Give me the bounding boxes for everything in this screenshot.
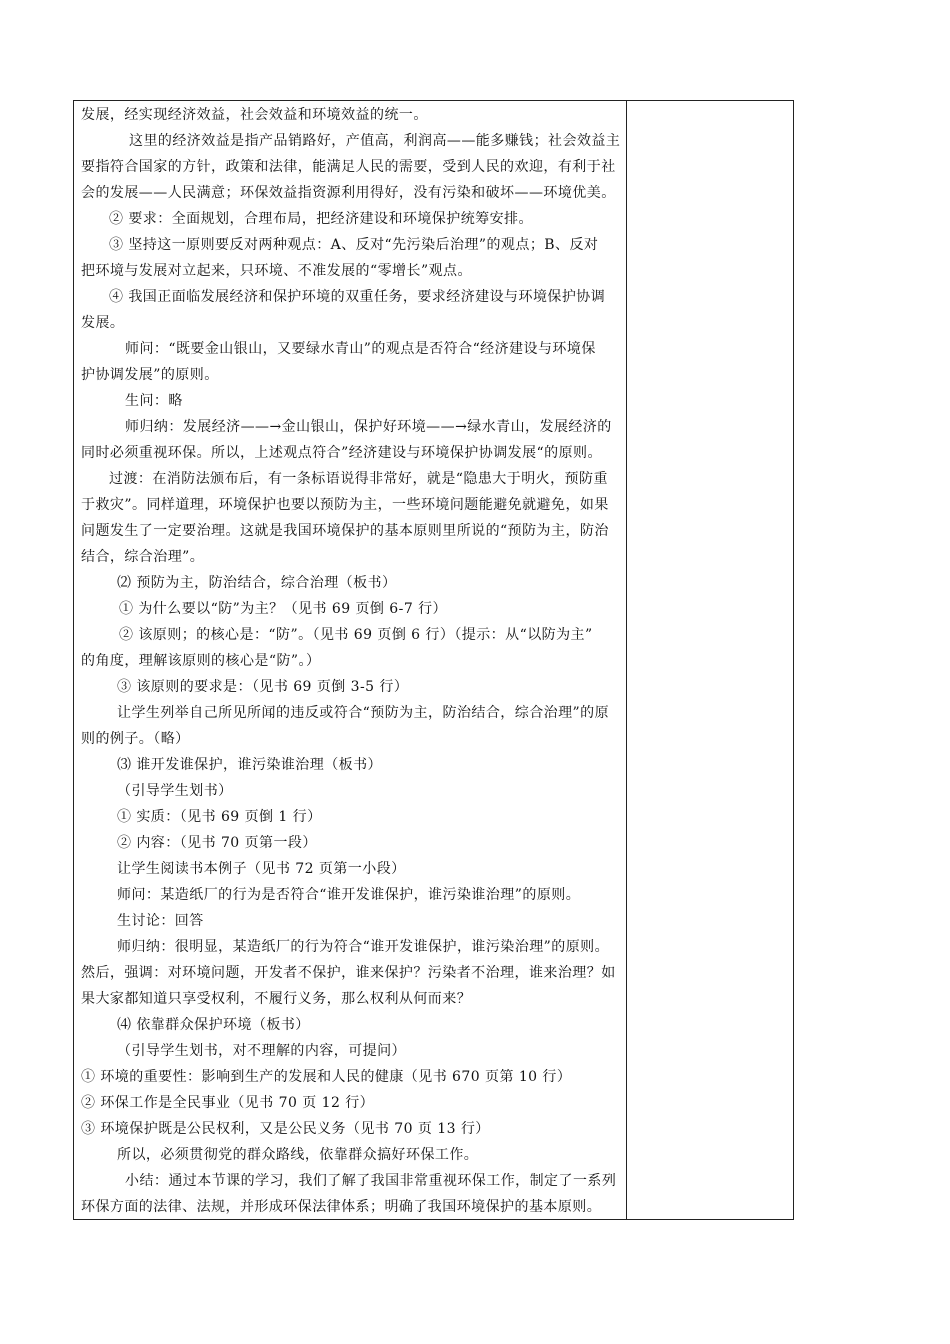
text-line: 让学生列举自己所见所闻的违反或符合“预防为主，防治结合，综合治理”的原 [117,705,610,721]
text-line: 的角度，理解该原则的核心是“防”。） [81,653,321,669]
text-line: ② 该原则；的核心是：“防”。（见书 69 页倒 6 行）（提示：从“以防为主” [119,627,593,643]
text-line: ④ 我国正面临发展经济和保护环境的双重任务，要求经济建设与环境保护协调 [109,289,606,305]
text-line: 让学生阅读书本例子（见书 72 页第一小段） [117,861,406,877]
text-line: 要指符合国家的方针，政策和法律，能满足人民的需要，受到人民的欢迎，有利于社 [81,159,616,175]
text-line: 发展，经实现经济效益，社会效益和环境效益的统一。 [81,107,428,123]
text-line: ⑶ 谁开发谁保护，谁污染谁治理（板书） [117,757,382,773]
text-line: ① 实质：（见书 69 页倒 1 行） [117,809,322,825]
text-line: 结合，综合治理”。 [81,549,205,565]
text-line: 小结：通过本节课的学习，我们了解了我国非常重视环保工作，制定了一系列 [125,1173,617,1189]
text-line: 发展。 [81,315,125,331]
text-line: 生讨论：回答 [117,913,204,929]
text-line: 果大家都知道只享受权利，不履行义务，那么权利从何而来？ [81,991,472,1007]
text-line: ③ 坚持这一原则要反对两种观点：A、反对“先污染后治理”的观点；B、反对 [109,237,599,253]
text-line: ② 环保工作是全民事业（见书 70 页 12 行） [81,1095,375,1111]
notes-column [628,101,793,1219]
text-line: 师问：“既要金山银山，又要绿水青山”的观点是否符合“经济建设与环境保 [125,341,596,357]
text-line: ③ 该原则的要求是：（见书 69 页倒 3-5 行） [117,679,409,695]
text-line: 师归纳：很明显，某造纸厂的行为符合“谁开发谁保护，谁污染治理”的原则。 [117,939,610,955]
text-line: ① 环境的重要性：影响到生产的发展和人民的健康（见书 670 页第 10 行） [81,1069,572,1085]
text-line: ① 为什么要以“防”为主？（见书 69 页倒 6-7 行） [119,601,447,617]
text-line: 过渡：在消防法颁布后，有一条标语说得非常好，就是“隐患大于明火，预防重 [109,471,608,487]
text-line: 然后，强调：对环境问题，开发者不保护，谁来保护？污染者不治理，谁来治理？如 [81,965,616,981]
text-line: 师归纳：发展经济——→金山银山，保护好环境——→绿水青山，发展经济的 [125,419,612,435]
text-line: ② 要求：全面规划，合理布局，把经济建设和环境保护统筹安排。 [109,211,533,227]
text-line: ⑷ 依靠群众保护环境（板书） [117,1017,310,1033]
lesson-content-column [81,102,623,1220]
text-line: 同时必须重视环保。所以，上述观点符合”经济建设与环境保护协调发展“的原则。 [81,445,602,461]
text-line: 把环境与发展对立起来，只环境、不准发展的“零增长”观点。 [81,263,472,279]
text-line: ③ 环境保护既是公民权利，又是公民义务（见书 70 页 13 行） [81,1121,490,1137]
text-line: ⑵ 预防为主，防治结合，综合治理（板书） [117,575,397,591]
text-line: ② 内容：（见书 70 页第一段） [117,835,317,851]
column-divider [626,100,627,1220]
text-line: （引导学生划书，对不理解的内容，可提问） [117,1043,406,1059]
text-line: 护协调发展”的原则。 [81,367,219,383]
text-line: 这里的经济效益是指产品销路好，产值高，利润高——能多赚钱；社会效益主 [129,133,621,149]
text-line: （引导学生划书） [117,783,233,799]
text-line: 则的例子。（略） [81,731,190,747]
text-line: 所以，必须贯彻党的群众路线，依靠群众搞好环保工作。 [117,1147,479,1163]
text-line: 问题发生了一定要治理。这就是我国环境保护的基本原则里所说的“预防为主，防治 [81,523,609,539]
text-line: 环保方面的法律、法规，并形成环保法律体系；明确了我国环境保护的基本原则。 [81,1199,602,1215]
text-line: 会的发展——人民满意；环保效益指资源利用得好，没有污染和破坏——环境优美。 [81,185,616,201]
text-line: 于救灾”。同样道理，环境保护也要以预防为主，一些环境问题能避免就避免，如果 [81,497,609,513]
text-line: 师问：某造纸厂的行为是否符合“谁开发谁保护，谁污染谁治理”的原则。 [117,887,581,903]
text-line: 生问：略 [125,393,183,409]
